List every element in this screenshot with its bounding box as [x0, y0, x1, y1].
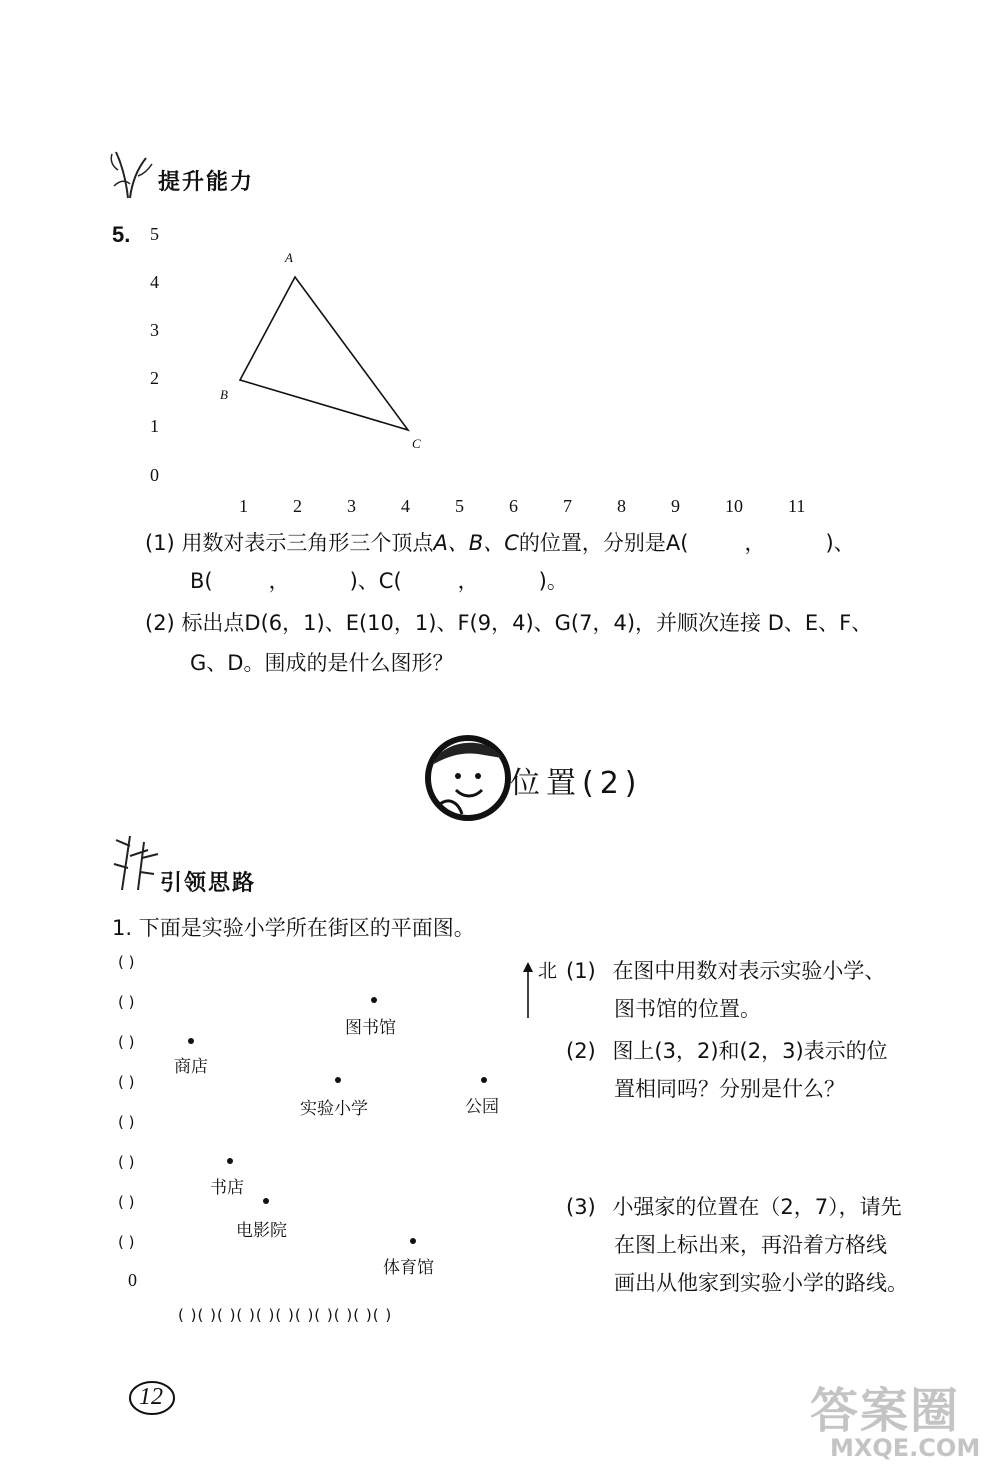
q-label: (2) — [145, 611, 175, 635]
watermark — [790, 1372, 990, 1468]
place-dot-shop — [188, 1038, 194, 1044]
row-blank: ( ) — [118, 1153, 135, 1171]
x-tick: 9 — [671, 496, 680, 516]
q-b-open: B( — [190, 569, 213, 593]
watermark-line2: MXQE.COM — [830, 1434, 981, 1462]
place-label-shop: 商店 — [174, 1057, 208, 1077]
bamboo-decoration-icon — [108, 828, 163, 893]
row-blank: ( ) — [118, 953, 135, 971]
y-tick: 3 — [150, 320, 159, 340]
q-label: (1) — [566, 959, 596, 983]
place-label-library: 图书馆 — [345, 1018, 396, 1038]
page-number-badge — [128, 1380, 176, 1416]
q-comma: ， — [457, 569, 479, 593]
problem1-intro: 1. 下面是实验小学所在街区的平面图。 — [112, 916, 475, 940]
point-label-c: C — [412, 436, 421, 451]
x-tick: 3 — [347, 496, 356, 516]
x-tick: 8 — [617, 496, 626, 516]
watermark-line1: 答案圈 — [810, 1383, 961, 1439]
place-label-cinema: 电影院 — [236, 1221, 287, 1241]
q-close: )、 — [825, 531, 855, 555]
place-dot-school — [335, 1077, 341, 1083]
row-blank: ( ) — [118, 993, 135, 1011]
triangle-abc — [140, 220, 840, 530]
place-label-bookstore: 书店 — [210, 1178, 244, 1198]
place-dot-gym — [410, 1238, 416, 1244]
x-tick: 10 — [725, 496, 743, 516]
problem1-q2-line2: 置相同吗？分别是什么？ — [614, 1077, 845, 1101]
row-blank: ( ) — [118, 1233, 135, 1251]
problem5-q1-line2 — [190, 568, 568, 594]
x-tick: 1 — [239, 496, 248, 516]
problem1-q2-line1 — [566, 1038, 888, 1064]
point-label-b: B — [220, 387, 228, 402]
row-blank: ( ) — [118, 1073, 135, 1091]
q-comma: ， — [268, 569, 290, 593]
q-comma: ， — [744, 531, 766, 555]
q-text: G、D。围成的是什么图形？ — [190, 651, 454, 675]
q-b-close: )、C( — [349, 569, 402, 593]
problem1-q3-line2: 在图上标出来，再沿着方格线 — [614, 1233, 887, 1257]
place-label-school: 实验小学 — [300, 1099, 368, 1119]
problem1-q1-line1 — [566, 958, 885, 984]
q-label: (2) — [566, 1039, 596, 1063]
y-tick: 5 — [150, 224, 159, 244]
plant-decoration-icon — [108, 140, 158, 200]
y-tick: 2 — [150, 368, 159, 388]
y-tick: 4 — [150, 272, 159, 292]
x-tick: 6 — [509, 496, 518, 516]
q-text: 标出点D(6，1)、E(10，1)、F(9，4)、G(7，4)，并顺次连接 D、E、F、 — [181, 611, 873, 635]
problem5-q1-line1 — [145, 530, 855, 556]
problem1-q1-line2: 图书馆的位置。 — [614, 997, 761, 1021]
row-blank: ( ) — [118, 1113, 135, 1131]
row-blank: ( ) — [118, 1033, 135, 1051]
section-heading-improve: 提升能力 — [158, 170, 255, 195]
q-vertices: A、B、C — [433, 531, 519, 555]
x-tick: 2 — [293, 496, 302, 516]
place-dot-bookstore — [227, 1158, 233, 1164]
problem1-q3-line3: 画出从他家到实验小学的路线。 — [614, 1271, 908, 1295]
x-tick: 11 — [788, 496, 806, 516]
q-text: 小强家的位置在（2，7），请先 — [612, 1195, 902, 1219]
q-text: 图上(3，2)和(2，3)表示的位 — [612, 1039, 888, 1063]
section-heading-guide: 引领思路 — [160, 871, 257, 896]
x-tick: 5 — [455, 496, 464, 516]
q-label: (3) — [566, 1195, 596, 1219]
place-dot-cinema — [263, 1198, 269, 1204]
q-text: 用数对表示三角形三个顶点 — [181, 531, 434, 555]
point-label-a: A — [285, 250, 293, 265]
place-label-gym: 体育馆 — [383, 1258, 434, 1278]
page-number: 12 — [139, 1384, 163, 1410]
q-text: 在图中用数对表示实验小学、 — [612, 959, 886, 983]
problem-number: 5. — [112, 222, 131, 247]
x-tick: 4 — [401, 496, 410, 516]
column-blanks: ( )( )( )( )( )( )( )( )( )( )( ) — [178, 1306, 393, 1324]
row-blank: ( ) — [118, 1193, 135, 1211]
problem1-q3-line1 — [566, 1194, 902, 1220]
north-arrow-icon — [521, 962, 535, 1020]
place-dot-park — [481, 1077, 487, 1083]
cartoon-boy-icon — [418, 726, 518, 826]
y-tick: 0 — [150, 465, 159, 485]
north-label: 北 — [538, 960, 558, 982]
place-label-park: 公园 — [465, 1097, 499, 1117]
y-tick: 1 — [150, 416, 159, 436]
lesson-title: 位置(2) — [510, 766, 643, 801]
x-tick: 7 — [563, 496, 572, 516]
q-text: 的位置，分别是A( — [518, 531, 689, 555]
coordinate-grid — [140, 220, 840, 530]
origin-label: 0 — [128, 1270, 137, 1290]
problem5-q2-line1 — [145, 610, 872, 636]
q-c-close: )。 — [538, 569, 568, 593]
problem5-q2-line2 — [190, 650, 453, 676]
place-dot-library — [371, 997, 377, 1003]
q-label: (1) — [145, 531, 175, 555]
